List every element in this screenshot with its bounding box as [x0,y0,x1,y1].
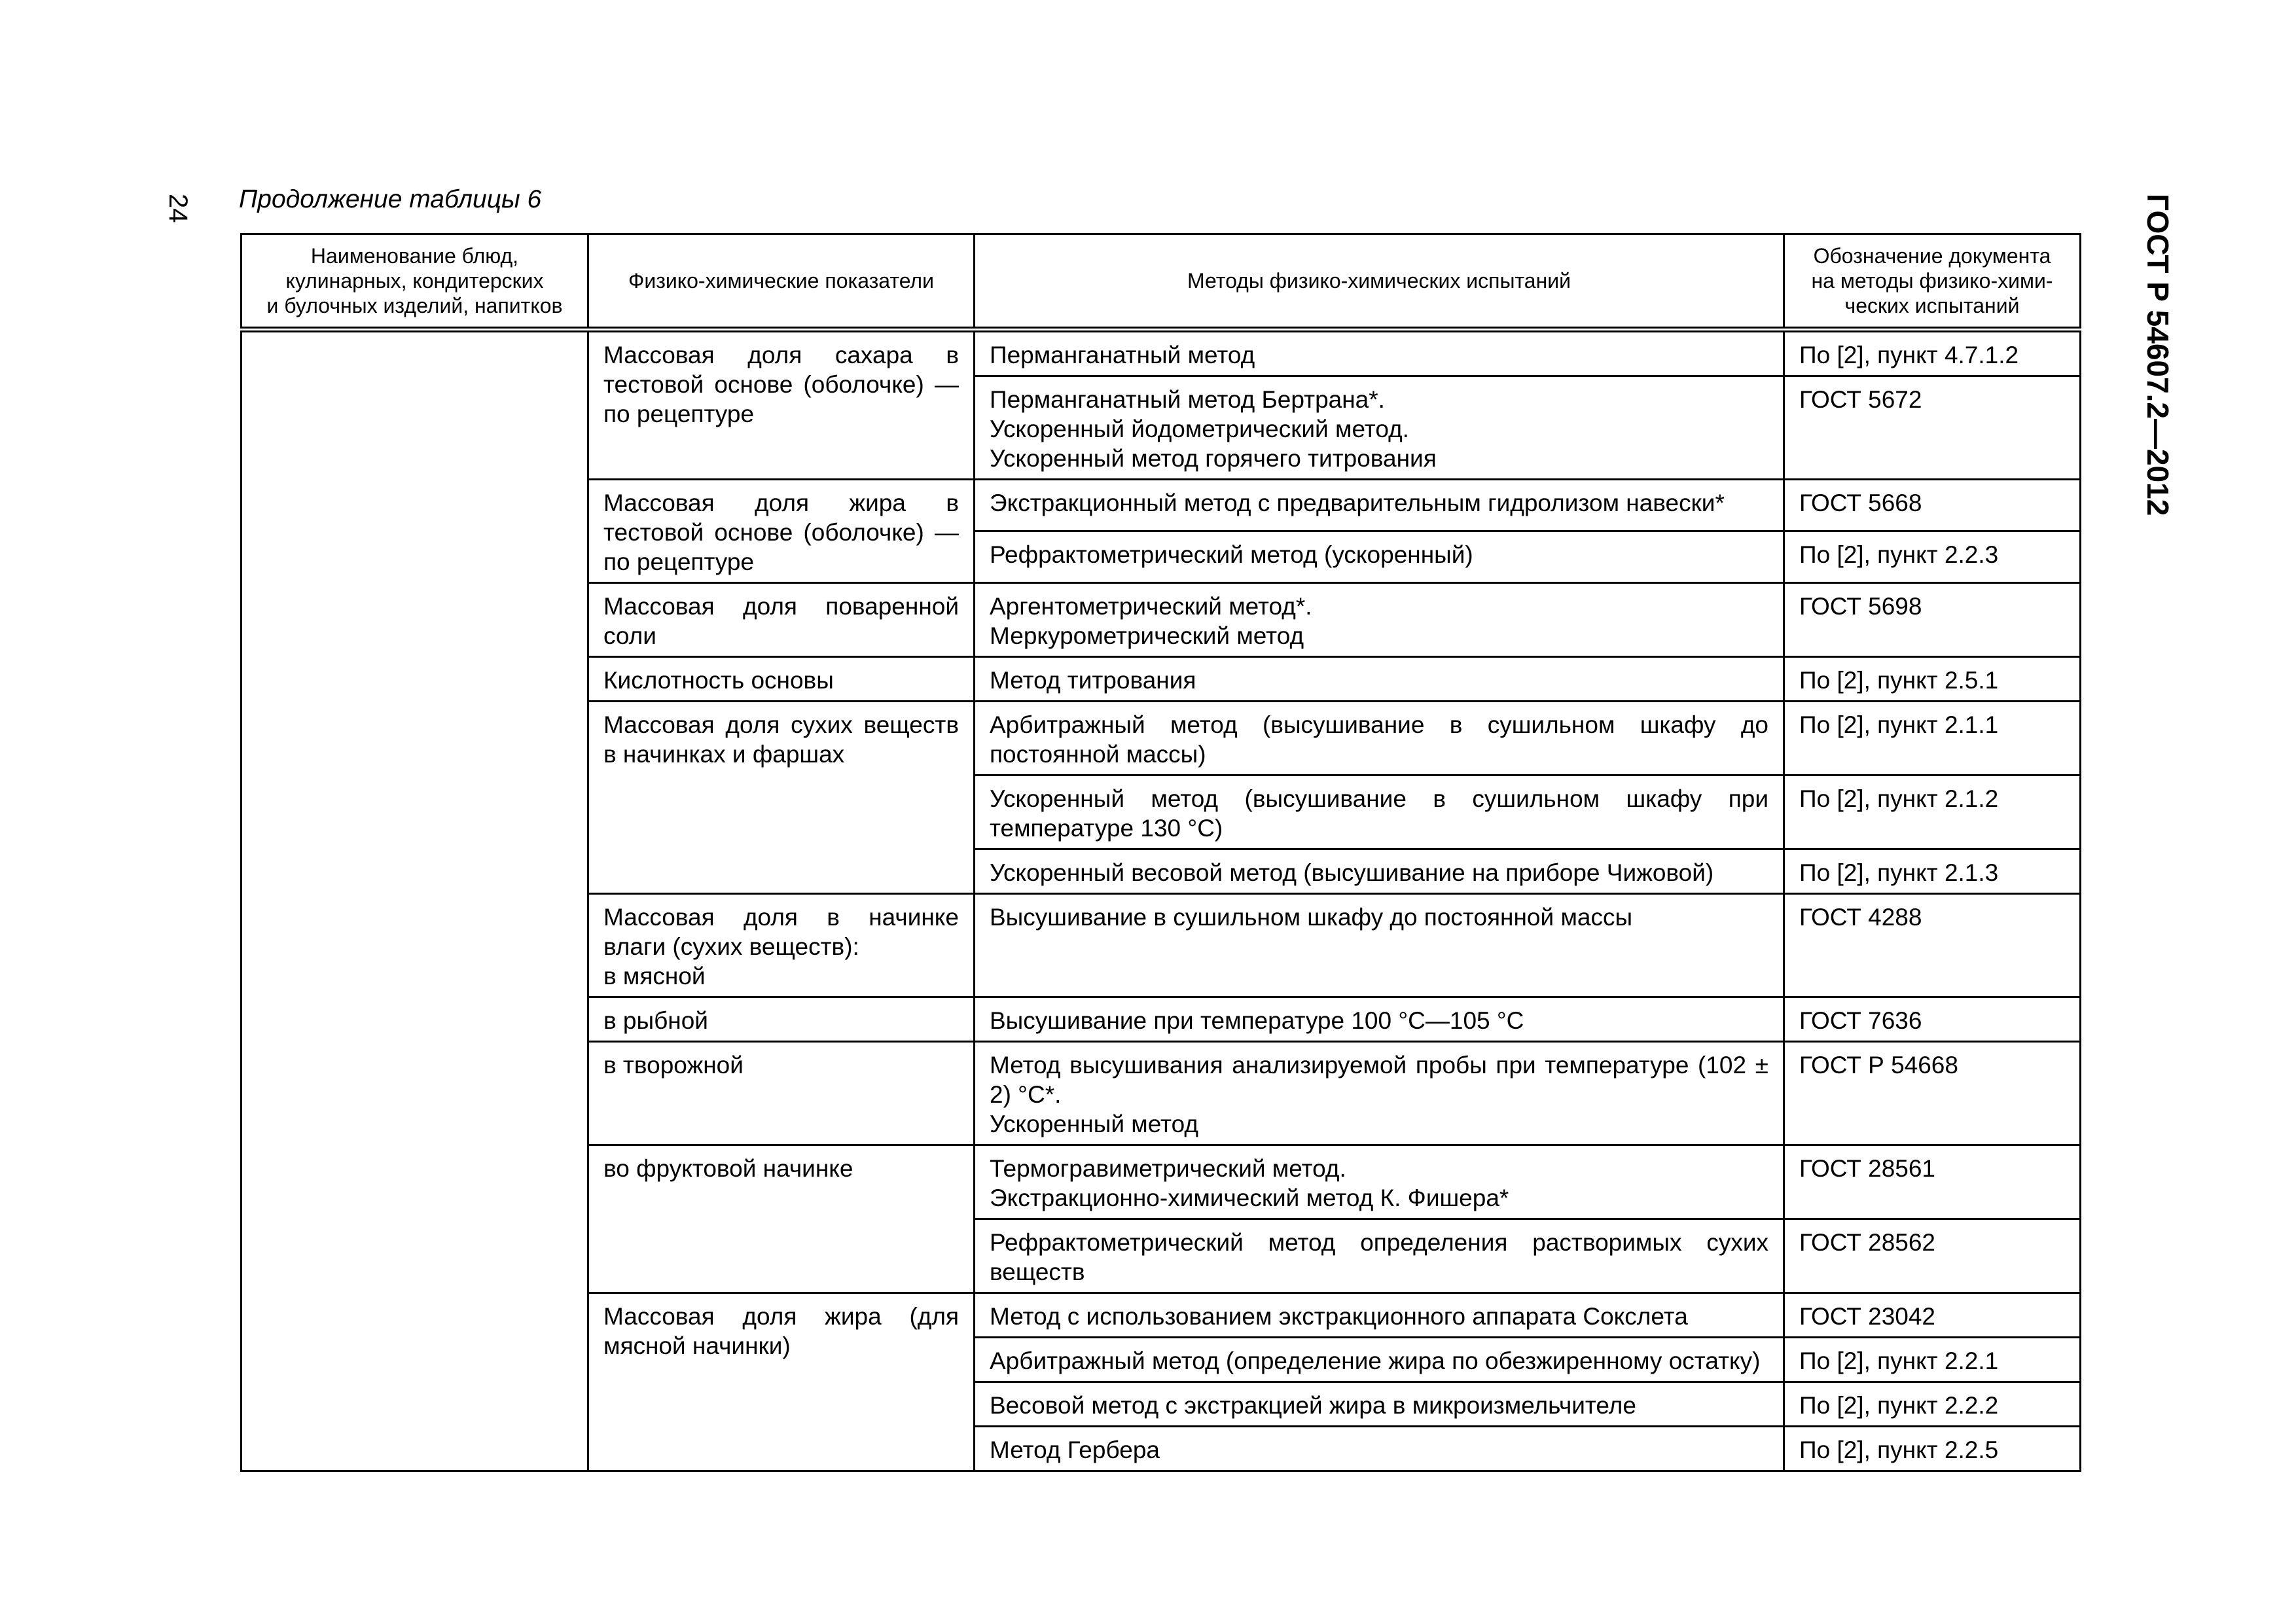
method-cell: Перманганатный метод Бертрана*. Ускоренный йодометрический метод. Ускоренный метод горячего титрования [975,376,1784,480]
table-row [242,330,2081,376]
document-cell: По [2], пункт 2.1.3 [1784,849,2081,894]
product-name-cell [242,330,588,1471]
document-cell: По [2], пункт 2.2.1 [1784,1338,2081,1382]
method-cell: Рефрактометрический метод (ускоренный) [975,531,1784,583]
document-cell: По [2], пункт 2.2.2 [1784,1382,2081,1427]
table-header-row [242,234,2081,330]
method-cell: Ускоренный весовой метод (высушивание на приборе Чижовой) [975,849,1784,894]
document-cell: По [2], пункт 2.1.1 [1784,702,2081,776]
document-cell: ГОСТ 5698 [1784,583,2081,657]
indicator-cell: Массовая доля поваренной соли [588,583,975,657]
method-cell: Метод Гербера [975,1427,1784,1471]
indicator-cell: в рыбной [588,997,975,1042]
document-cell: По [2], пункт 2.2.3 [1784,531,2081,583]
method-cell: Термогравиметрический метод. Экстракционно-химический метод К. Фишера* [975,1145,1784,1219]
indicator-cell: Массовая доля жира в тестовой основе (оболочке) — по рецептуре [588,480,975,583]
document-cell: ГОСТ 4288 [1784,894,2081,997]
document-cell: По [2], пункт 4.7.1.2 [1784,330,2081,376]
method-cell: Арбитражный метод (высушивание в сушильном шкафу до постоянной массы) [975,702,1784,776]
document-cell: По [2], пункт 2.2.5 [1784,1427,2081,1471]
method-cell: Весовой метод с экстракцией жира в микроизмельчителе [975,1382,1784,1427]
header-method-document: Обозначение документа на методы физико-хими- ческих испытаний [1784,234,2081,330]
table-body [242,330,2081,1471]
method-cell: Экстракционный метод с предварительным гидролизом навески* [975,480,1784,531]
document-cell: ГОСТ 28561 [1784,1145,2081,1219]
header-test-methods: Методы физико-химических испытаний [975,234,1784,330]
document-cell: ГОСТ 5668 [1784,480,2081,531]
document-code: ГОСТ Р 54607.2—2012 [2141,194,2175,516]
header-product-name: Наименование блюд, кулинарных, кондитерских и булочных изделий, напитков [242,234,588,330]
header-indicators: Физико-химические показатели [588,234,975,330]
method-cell: Метод с использованием экстракционного аппарата Сокслета [975,1293,1784,1338]
indicator-cell: Массовая доля жира (для мясной начинки) [588,1293,975,1471]
indicator-cell: Массовая доля сухих веществ в начинках и фаршах [588,702,975,894]
table-caption: Продолжение таблицы 6 [239,185,542,213]
method-cell: Метод титрования [975,657,1784,702]
method-cell: Ускоренный метод (высушивание в сушильном шкафу при температуре 130 °С) [975,776,1784,849]
document-cell: ГОСТ 23042 [1784,1293,2081,1338]
indicator-cell: в творожной [588,1042,975,1145]
document-cell: ГОСТ 28562 [1784,1219,2081,1293]
method-cell: Арбитражный метод (определение жира по обезжиренному остатку) [975,1338,1784,1382]
document-cell: По [2], пункт 2.5.1 [1784,657,2081,702]
indicator-cell: Кислотность основы [588,657,975,702]
methods-table [240,233,2081,1472]
document-cell: ГОСТ Р 54668 [1784,1042,2081,1145]
document-cell: По [2], пункт 2.1.2 [1784,776,2081,849]
method-cell: Аргентометрический метод*. Меркурометрический метод [975,583,1784,657]
page-number: 24 [164,194,192,223]
method-cell: Высушивание в сушильном шкафу до постоянной массы [975,894,1784,997]
indicator-cell: Массовая доля в начинке влаги (сухих веществ): в мясной [588,894,975,997]
method-cell: Метод высушивания анализируемой пробы при температуре (102 ± 2) °С*. Ускоренный метод [975,1042,1784,1145]
document-cell: ГОСТ 7636 [1784,997,2081,1042]
document-cell: ГОСТ 5672 [1784,376,2081,480]
indicator-cell: во фруктовой начинке [588,1145,975,1293]
method-cell: Перманганатный метод [975,330,1784,376]
method-cell: Высушивание при температуре 100 °С—105 °С [975,997,1784,1042]
method-cell: Рефрактометрический метод определения растворимых сухих веществ [975,1219,1784,1293]
indicator-cell: Массовая доля сахара в тестовой основе (оболочке) — по рецептуре [588,330,975,480]
